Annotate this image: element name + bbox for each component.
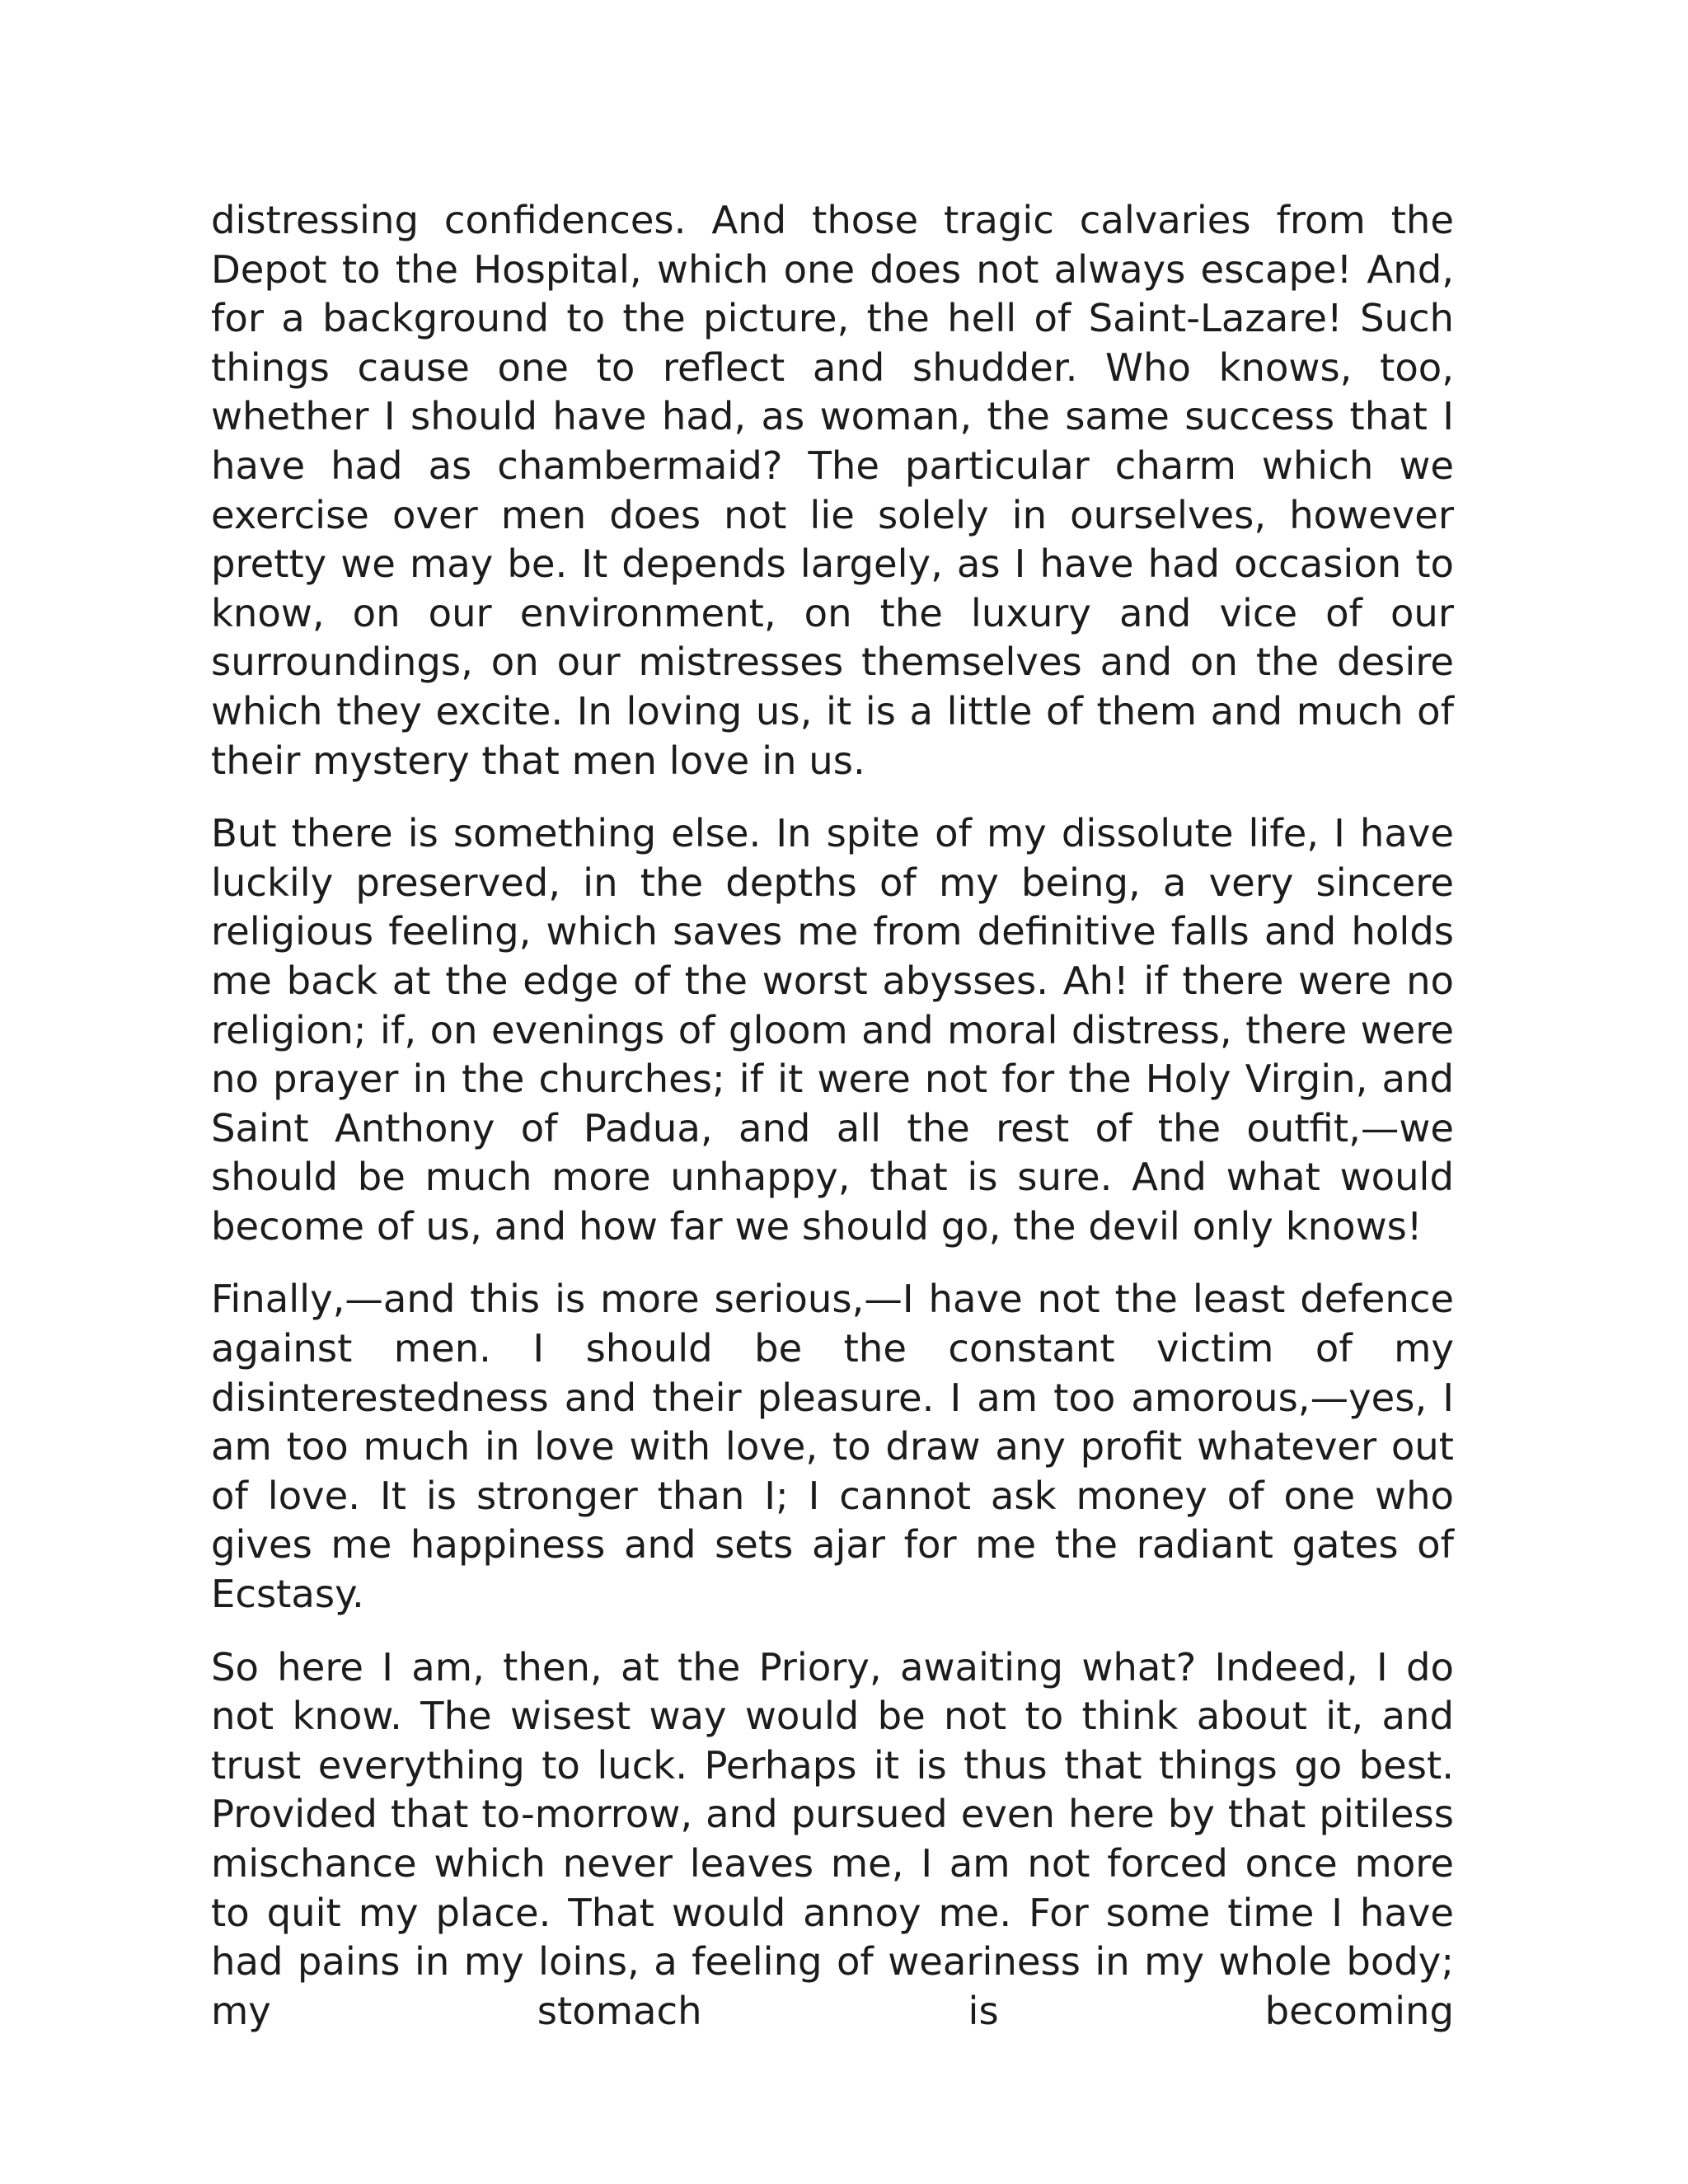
page-body [211, 196, 1454, 2060]
paragraph-4: So here I am, then, at the Priory, awaiting what? Indeed, I do not know. The wisest way would be not to think about it, and trust everything to luck. Perhaps it is thus that things go best. Provided that to-morrow, and pursued even here by that pitiless mischance which never leaves me, I am not forced once more to quit my place. That would annoy me. For some time I have had pains in my loins, a feeling of weariness in my whole body; my stomach is becoming [211, 1644, 1454, 2033]
paragraph-1: distressing confidences. And those tragic calvaries from the Depot to the Hospital, which one does not always escape! And, for a background to the picture, the hell of Saint-Lazare! Such things cause one to reflect and shudder. Who knows, too, whether I should have had, as woman, the same success that I have had as chambermaid? The particular charm which we exercise over men does not lie solely in ourselves, however pretty we may be. It depends largely, as I have had occasion to know, on our environment, on the luxury and vice of our surroundings, on our mistresses themselves and on the desire which they excite. In loving us, it is a little of them and much of their mystery that men love in us. [211, 198, 1454, 783]
paragraph-3: Finally,—and this is more serious,—I have not the least defence against men. I should be the constant victim of my disinterestedness and their pleasure. I am too amorous,—yes, I am too much in love with love, to draw any profit whatever out of love. It is stronger than I; I cannot ask money of one who gives me happiness and sets ajar for me the radiant gates of Ecstasy. [211, 1277, 1454, 1617]
paragraph-2: But there is something else. In spite of my dissolute life, I have luckily preserved, in the depths of my being, a very sincere religious feeling, which saves me from definitive falls and holds me back at the edge of the worst abysses. Ah! if there were no religion; if, on evenings of gloom and moral distress, there were no prayer in the churches; if it were not for the Holy Virgin, and Saint Anthony of Padua, and all the rest of the outfit,—we should be much more unhappy, that is sure. And what would become of us, and how far we should go, the devil only knows! [211, 811, 1454, 1249]
